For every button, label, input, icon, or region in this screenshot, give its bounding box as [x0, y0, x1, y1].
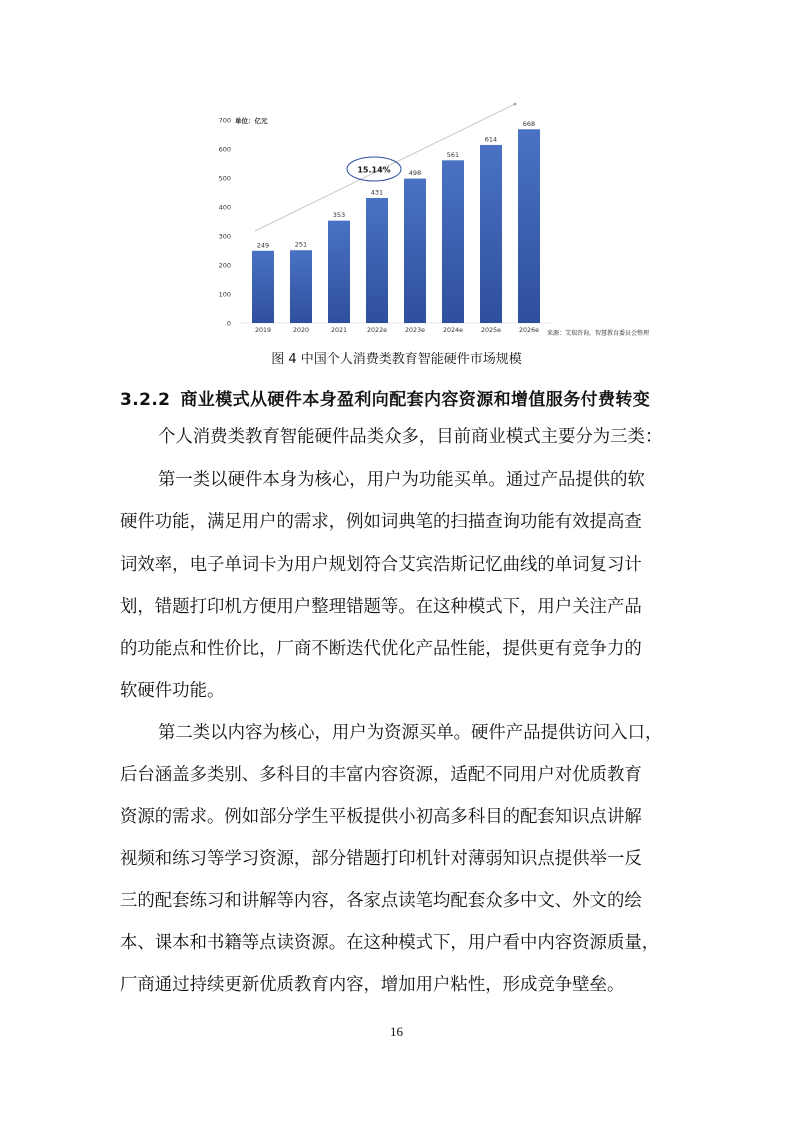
y-tick-label: 400 — [218, 203, 231, 212]
paragraph-line: 硬件功能，满足用户的需求，例如词典笔的扫描查询功能有效提高查 — [120, 512, 642, 532]
bar-value-label: 249 — [256, 241, 270, 250]
paragraph-line: 个人消费类教育智能硬件品类众多，目前商业模式主要分为三类： — [158, 427, 663, 447]
x-tick-label: 2022e — [367, 327, 387, 334]
section-heading — [120, 385, 700, 410]
paragraph-line: 三的配套练习和讲解等内容，各家点读笔均配套众多中文、外文的绘 — [120, 891, 642, 911]
bar-value-label: 561 — [446, 150, 460, 159]
x-tick-label: 2025e — [481, 327, 501, 334]
x-tick-label: 2021 — [330, 327, 348, 334]
market-size-bar-chart — [215, 100, 685, 340]
x-tick-label: 2019 — [254, 327, 272, 334]
paragraph-line: 词效率，电子单词卡为用户规划符合艾宾浩斯记忆曲线的单词复习计 — [120, 555, 642, 575]
x-tick-label: 2020 — [292, 327, 310, 334]
source-note: 来源：艾瑞咨询，智慧教育委员会整理 — [547, 330, 650, 337]
paragraph-line: 第二类以内容为核心，用户为资源买单。硬件产品提供访问入口， — [158, 723, 663, 743]
paragraph-line: 后台涵盖多类别、多科目的丰富内容资源，适配不同用户对优质教育 — [120, 765, 642, 785]
bar — [404, 179, 426, 323]
x-tick-label: 2023e — [405, 327, 425, 334]
growth-label: 15.14% — [357, 165, 391, 175]
paragraph-line: 厂商通过持续更新优质教育内容，增加用户粘性，形成竞争壁垒。 — [120, 975, 625, 995]
paragraph-line: 第一类以硬件本身为核心，用户为功能买单。通过产品提供的软 — [158, 470, 645, 490]
bar-value-label: 251 — [294, 240, 308, 249]
bar — [518, 129, 540, 323]
y-tick-label: 200 — [218, 261, 231, 270]
paragraph-line: 软硬件功能。 — [120, 681, 225, 701]
x-tick-label: 2024e — [443, 327, 463, 334]
bar — [328, 221, 350, 323]
y-tick-label: 100 — [218, 290, 231, 299]
paragraph-line: 资源的需求。例如部分学生平板提供小初高多科目的配套知识点讲解 — [120, 807, 642, 827]
page-number: 16 — [390, 1024, 403, 1039]
bar-value-label: 431 — [370, 188, 384, 197]
x-tick-label: 2026e — [519, 327, 539, 334]
paragraph-line: 的功能点和性价比，厂商不断迭代优化产品性能，提供更有竞争力的 — [120, 639, 642, 659]
figure-caption: 图 4 中国个人消费类教育智能硬件市场规模 — [271, 352, 522, 367]
bar — [480, 145, 502, 323]
y-tick-label: 300 — [218, 232, 231, 241]
y-tick-label: 700 — [218, 116, 231, 125]
bar-value-label: 614 — [484, 135, 498, 144]
bar — [290, 250, 312, 323]
y-tick-label: 500 — [218, 174, 231, 183]
bar — [366, 198, 388, 323]
bar — [252, 251, 274, 323]
y-tick-label: 600 — [218, 145, 231, 154]
bar-value-label: 668 — [522, 119, 536, 128]
y-tick-label: 0 — [226, 319, 231, 328]
paragraph-line: 视频和练习等学习资源，部分错题打印机针对薄弱知识点提供举一反 — [120, 849, 642, 869]
paragraph-line: 本、课本和书籍等点读资源。在这种模式下，用户看中内容资源质量， — [120, 933, 660, 953]
section-title: 商业模式从硬件本身盈利向配套内容资源和增值服务付费转变 — [180, 390, 651, 410]
paragraph-line: 划，错题打印机方便用户整理错题等。在这种模式下，用户关注产品 — [120, 597, 642, 617]
unit-label: 单位：亿元 — [235, 117, 268, 125]
bar-value-label: 353 — [332, 211, 346, 220]
bar — [442, 160, 464, 323]
trend-line-end — [514, 103, 517, 106]
bar-value-label: 498 — [408, 169, 422, 178]
section-number: 3.2.2 — [120, 390, 171, 410]
